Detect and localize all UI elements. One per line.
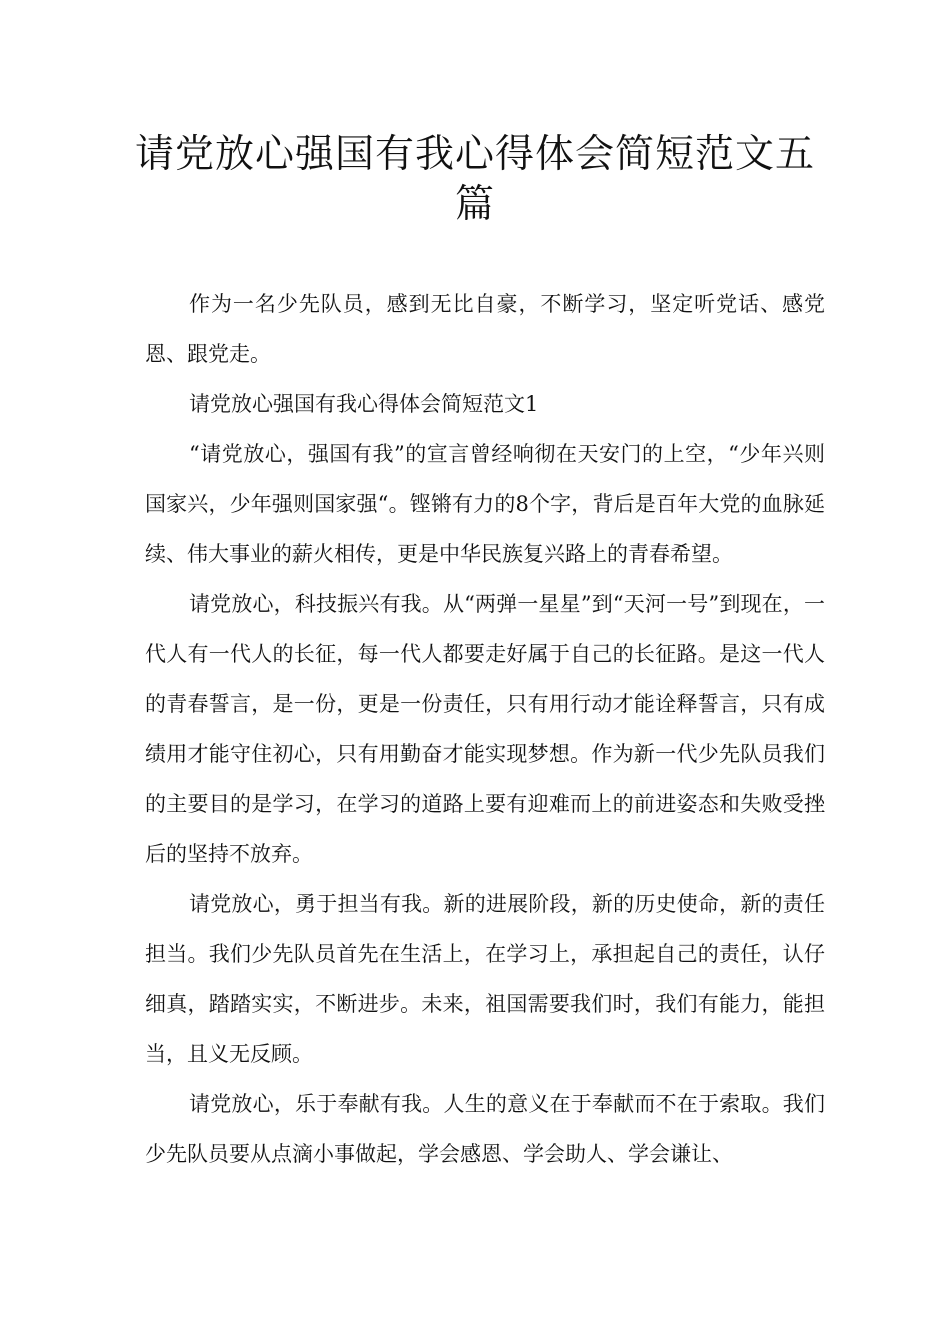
paragraph: 请党放心，科技振兴有我。从“两弹一星星”到“天河一号”到现在，一代人有一代人的长征，每一代人都要走好属于自己的长征路。是这一代人的青春誓言，是一份，更是一份责任，只有用行动才能诠释誓言，只有成绩用才能守住初心，只有用勤奋才能实现梦想。作为新一代少先队员我们的主要目的是学习，在学习的道路上要有迎难而上的前进姿态和失败受挫后的坚持不放弃。 — [145, 592, 825, 866]
document-body — [145, 279, 825, 1179]
paragraph: 请党放心，勇于担当有我。新的进展阶段，新的历史使命，新的责任担当。我们少先队员首先在生活上，在学习上，承担起自己的责任，认仔细真，踏踏实实，不断进步。未来，祖国需要我们时，我们有能力，能担当，且义无反顾。 — [145, 892, 825, 1066]
paragraph: “请党放心，强国有我”的宣言曾经响彻在天安门的上空，“少年兴则国家兴，少年强则国家强“。铿锵有力的8个字，背后是百年大党的血脉延续、伟大事业的薪火相传，更是中华民族复兴路上的青春希望。 — [145, 442, 825, 566]
document-title: 请党放心强国有我心得体会简短范文五篇 — [134, 132, 815, 227]
paragraph-intro: 作为一名少先队员，感到无比自豪，不断学习，坚定听党话、感党恩、跟党走。 — [145, 292, 825, 366]
paragraph: 请党放心，乐于奉献有我。人生的意义在于奉献而不在于索取。我们少先队员要从点滴小事做起，学会感恩、学会助人、学会谦让、 — [145, 1092, 825, 1166]
section-heading: 请党放心强国有我心得体会简短范文1 — [189, 392, 539, 416]
